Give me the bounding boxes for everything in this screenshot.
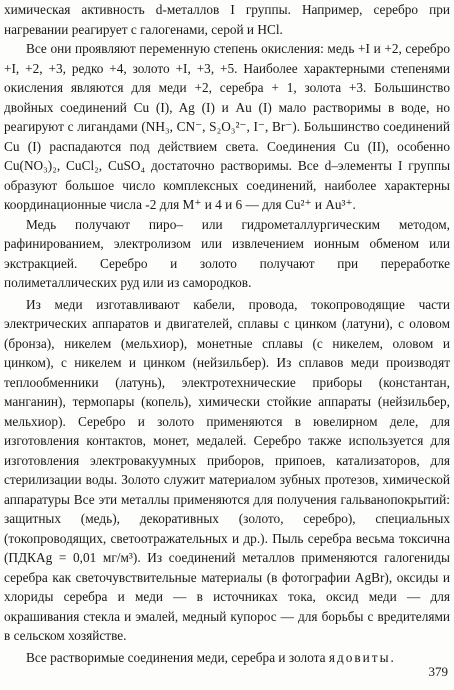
paragraph-3: Медь получают пиро– или гидрометаллургическим методом, рафинированием, электролизом или извлечением ионным обменом или экстракцией. Серебро и золото получают при переработке полиметаллических руд или из самородков. — [4, 216, 450, 290]
paragraph-4: Из меди изготавливают кабели, провода, токопроводящие части электрических аппаратов и двигателей, сплавы с цинком (латуни), с оловом (бронза), никелем (мельхиор), монетные сплавы (с никелем, оловом и цинком), с никелем и цинком (нейзильбер). Из сплавов меди производят теплообменники (латунь), электротехнические приборы (константан, манганин), термопары (копель), химически стойкие аппараты (нейзильбер, мельхиор). Серебро и золото применяются в ювелирном деле, для изготовления контактов, монет, медалей. Серебро также используется для изготовления электровакуумных приборов, припоев, катализаторов, для стерилизации воды. Золото служит материалом зубных протезов, химической аппаратуры Все эти металлы применяются для получения гальванопокрытий: защитных (медь), декоративных (золото, серебро), специальных (токопроводящих, светоотражательных и др.). Пыль серебра весьма токсична (ПДКAg = 0,01 мг/м³). Из соединений металлов применяются галогениды серебра как светочувствительные материалы (в фотографии AgBr), оксиды и хлориды серебра и меди — в источниках тока, оксид меди — для окрашивания стекла и эмалей, медный купорос — для борьбы с вредителями в сельском хозяйстве. — [4, 296, 450, 643]
paragraph-2: Все они проявляют переменную степень окисления: медь +I и +2, серебро +I, +2, +3, редко +4, золото +I, +3, +5. Наиболее характерными степенями окисления являются для меди +2, серебра + 1, золота +3. Большинство двойных соединений Cu (I), Ag (I) и Au (I) мало растворимы в воде, но реагируют с лигандами (NH₃, CN⁻, S₂O₃²⁻, I⁻, Br⁻). Большинство соединений Cu (I) распадаются под действием света. Соединения Cu (II), особенно Cu(NO₃)₂, CuCl₂, CuSO₄ достаточно растворимы. Все d–элементы I группы образуют большое число комплексных соединений, наиболее характерны координационные числа -2 для M⁺ и 4 и 6 — для Cu²⁺ и Au³⁺. — [4, 41, 450, 212]
page-number: 379 — [428, 664, 448, 679]
page-text — [4, 0, 450, 667]
paragraph-5-lead: Все растворимые соединения меди, серебра и золота — [26, 649, 329, 665]
paragraph-5-tail: . — [390, 649, 394, 665]
paragraph-5 — [4, 648, 450, 668]
paragraph-5-emphasis: ядовиты — [328, 649, 391, 665]
paragraph-1: химическая активность d-металлов I группы. Например, серебро при нагревании реагирует с галогенами, серой и HCl. — [4, 2, 450, 37]
